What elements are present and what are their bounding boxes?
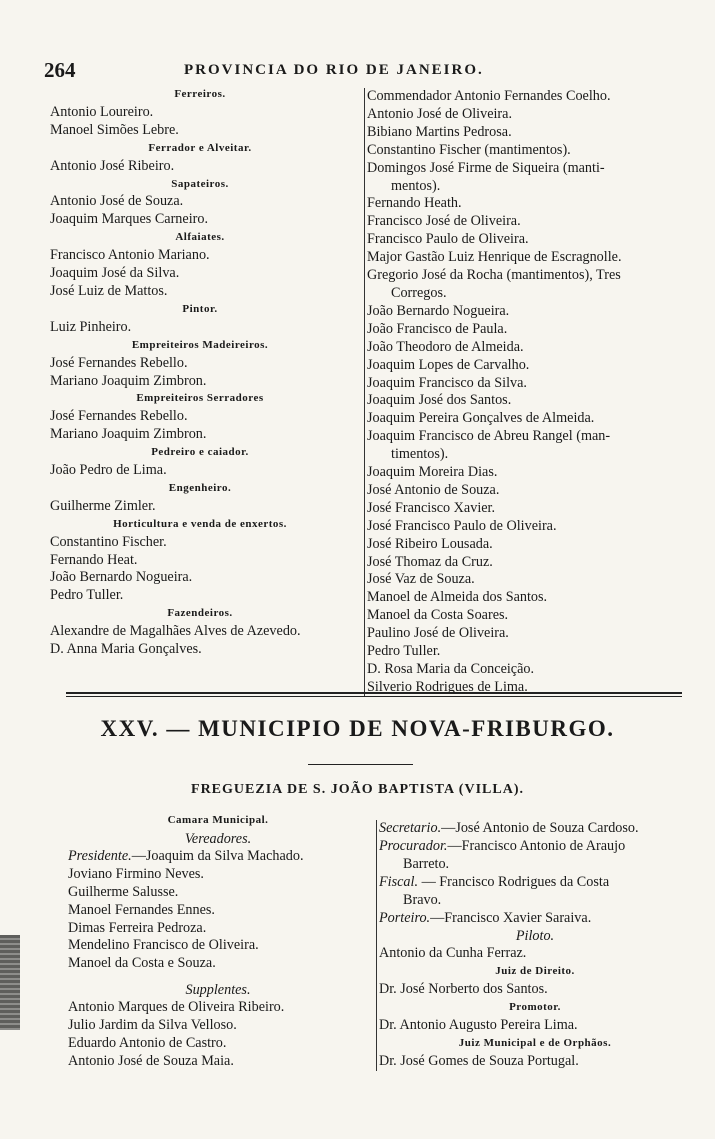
- office-holder: — Francisco Rodrigues da Costa: [418, 873, 610, 890]
- directory-entry: Constantino Fischer (mantimentos).: [367, 141, 571, 158]
- title-divider: [308, 764, 413, 765]
- directory-entry: José Luiz de Mattos.: [50, 282, 168, 299]
- office-title: Secretario.: [379, 820, 442, 836]
- entry-continuation: timentos).: [391, 446, 449, 463]
- office-heading: Camara Municipal.: [167, 814, 269, 826]
- directory-entry: Antonio Marques de Oliveira Ribeiro.: [68, 999, 285, 1016]
- directory-entry: Dr. Antonio Augusto Pereira Lima.: [379, 1017, 578, 1034]
- directory-entry: Antonio Loureiro.: [50, 103, 154, 120]
- category-heading: Horticultura e venda de enxertos.: [113, 517, 287, 530]
- directory-entry: José Antonio de Souza.: [367, 481, 500, 498]
- office-holder: —Francisco Xavier Saraiva.: [430, 909, 592, 926]
- directory-entry: João Bernardo Nogueira.: [367, 302, 510, 319]
- running-title: PROVINCIA DO RIO DE JANEIRO.: [184, 62, 484, 78]
- directory-entry: José Thomaz da Cruz.: [367, 553, 493, 570]
- entry-continuation: Barreto.: [403, 855, 450, 872]
- office-title: Presidente.: [68, 847, 132, 864]
- entry-continuation: Bravo.: [403, 891, 442, 908]
- directory-entry: Guilherme Salusse.: [68, 883, 179, 900]
- directory-entry: Joaquim José dos Santos.: [367, 392, 512, 409]
- directory-entry: Antonio da Cunha Ferraz.: [379, 945, 527, 962]
- category-heading: Empreiteiros Serradores: [136, 392, 264, 405]
- entry-continuation: mentos).: [391, 177, 441, 194]
- parish-heading: FREGUEZIA DE S. JOÃO BAPTISTA (VILLA).: [191, 782, 524, 797]
- directory-entry: José Vaz de Souza.: [367, 571, 475, 588]
- office-holder: —José Antonio de Souza Cardoso.: [441, 820, 639, 836]
- directory-entry: Silverio Rodrigues de Lima.: [367, 678, 528, 695]
- directory-entry: Manoel da Costa e Souza.: [68, 955, 216, 972]
- directory-entry: Antonio José de Souza Maia.: [68, 1052, 234, 1069]
- directory-entry: Mariano Joaquim Zimbron.: [50, 372, 207, 389]
- directory-entry: Manoel de Almeida dos Santos.: [367, 589, 548, 606]
- directory-entry: Mendelino Francisco de Oliveira.: [68, 937, 259, 954]
- directory-entry: Luiz Pinheiro.: [50, 318, 132, 335]
- office-entry: [379, 838, 691, 856]
- directory-entry: Pedro Tuller.: [50, 587, 124, 604]
- office-entry: [379, 910, 691, 928]
- group-heading: Supplentes.: [185, 982, 251, 999]
- directory-entry: Julio Jardim da Silva Velloso.: [68, 1017, 237, 1034]
- page-edge-binding: [0, 935, 20, 1030]
- directory-entry: Alexandre de Magalhães Alves de Azevedo.: [50, 623, 301, 640]
- directory-entry: João Pedro de Lima.: [50, 462, 167, 479]
- category-heading: Pedreiro e caiador.: [151, 446, 249, 459]
- directory-entry: Pedro Tuller.: [367, 643, 441, 660]
- directory-entry: Joviano Firmino Neves.: [68, 865, 204, 882]
- office-entry: [379, 874, 691, 892]
- directory-entry: João Francisco de Paula.: [367, 320, 508, 337]
- directory-entry: José Francisco Xavier.: [367, 499, 496, 516]
- directory-entry: José Ribeiro Lousada.: [367, 535, 493, 552]
- office-heading: Juiz Municipal e de Orphãos.: [458, 1036, 612, 1049]
- directory-entry: Antonio José Ribeiro.: [50, 157, 175, 174]
- directory-entry: Commendador Antonio Fernandes Coelho.: [367, 88, 611, 104]
- group-heading: Piloto.: [515, 928, 555, 945]
- directory-entry: Francisco Paulo de Oliveira.: [367, 231, 529, 248]
- category-heading: Engenheiro.: [168, 481, 232, 494]
- directory-entry: Antonio José de Souza.: [50, 193, 184, 210]
- bottom-left-column: [68, 812, 368, 1071]
- page-number: 264: [44, 58, 76, 82]
- directory-entry: Dr. José Norberto dos Santos.: [379, 981, 548, 998]
- directory-entry: Joaquim Pereira Gonçalves de Almeida.: [367, 410, 595, 427]
- directory-entry: Francisco José de Oliveira.: [367, 213, 521, 230]
- directory-entry: Joaquim Marques Carneiro.: [50, 211, 208, 228]
- directory-entry: Fernando Heath.: [367, 195, 462, 212]
- double-rule-bottom: [66, 696, 682, 697]
- directory-entry: Major Gastão Luiz Henrique de Escragnolle.: [367, 249, 622, 266]
- directory-entry: D. Anna Maria Gonçalves.: [50, 641, 202, 658]
- directory-entry: Guilherme Zimler.: [50, 497, 156, 514]
- office-heading: Juiz de Direito.: [495, 965, 575, 978]
- directory-entry: José Francisco Paulo de Oliveira.: [367, 517, 557, 534]
- directory-entry: Dr. José Gomes de Souza Portugal.: [379, 1052, 579, 1069]
- directory-entry: Joaquim José da Silva.: [50, 265, 180, 282]
- directory-entry: Dimas Ferreira Pedroza.: [68, 919, 207, 936]
- directory-entry: José Fernandes Rebello.: [50, 408, 188, 425]
- directory-entry: Domingos José Firme de Siqueira (manti-: [367, 159, 605, 176]
- directory-entry: Gregorio José da Rocha (mantimentos), Tres: [367, 267, 621, 284]
- directory-entry: Mariano Joaquim Zimbron.: [50, 426, 207, 443]
- directory-entry: Joaquim Moreira Dias.: [367, 464, 498, 481]
- directory-entry: Paulino José de Oliveira.: [367, 625, 509, 642]
- category-heading: Alfaiates.: [175, 231, 225, 244]
- directory-entry: Fernando Heat.: [50, 551, 138, 568]
- directory-entry: Eduardo Antonio de Castro.: [68, 1035, 227, 1052]
- directory-entry: Joaquim Francisco de Abreu Rangel (man-: [367, 428, 611, 445]
- directory-entry: Francisco Antonio Mariano.: [50, 247, 210, 264]
- office-entry: [379, 820, 691, 838]
- category-heading: Ferrador e Alveitar.: [148, 141, 252, 154]
- directory-entry: Constantino Fischer.: [50, 533, 167, 550]
- directory-entry: José Fernandes Rebello.: [50, 354, 188, 371]
- top-left-column: [50, 86, 350, 659]
- office-title: Procurador.: [379, 837, 448, 854]
- office-title: Porteiro.: [379, 909, 431, 926]
- page-header: [44, 58, 664, 84]
- directory-entry: Joaquim Lopes de Carvalho.: [367, 356, 530, 373]
- directory-entry: Manoel da Costa Soares.: [367, 607, 509, 624]
- directory-entry: João Theodoro de Almeida.: [367, 338, 524, 355]
- office-heading: Promotor.: [509, 1001, 561, 1014]
- directory-entry: Joaquim Francisco da Silva.: [367, 374, 527, 391]
- directory-entry: Bibiano Martins Pedrosa.: [367, 123, 512, 140]
- directory-entry: Antonio José de Oliveira.: [367, 105, 512, 122]
- category-heading: Pintor.: [182, 302, 218, 315]
- double-rule-top: [66, 692, 682, 694]
- category-heading: Empreiteiros Madeireiros.: [131, 338, 269, 351]
- category-heading: Sapateiros.: [171, 177, 229, 190]
- spacer: [68, 973, 368, 981]
- directory-entry: João Bernardo Nogueira.: [50, 569, 193, 586]
- bottom-right-column: [376, 820, 691, 1071]
- group-heading: Vereadores.: [184, 830, 252, 847]
- directory-entry: Manoel Simões Lebre.: [50, 121, 179, 138]
- directory-entry: D. Rosa Maria da Conceição.: [367, 661, 535, 677]
- entry-continuation: Corregos.: [391, 284, 447, 301]
- top-right-column: [364, 88, 685, 697]
- directory-entry: Manoel Fernandes Ennes.: [68, 901, 215, 918]
- category-heading: Ferreiros.: [174, 88, 226, 100]
- office-holder: —Joaquim da Silva Machado.: [131, 847, 304, 864]
- office-holder: —Francisco Antonio de Araujo: [447, 837, 626, 854]
- category-heading: Fazendeiros.: [167, 607, 233, 620]
- office-entry: [68, 848, 368, 866]
- office-title: Fiscal.: [379, 873, 419, 890]
- section-title: XXV. — MUNICIPIO DE NOVA-FRIBURGO.: [100, 716, 615, 741]
